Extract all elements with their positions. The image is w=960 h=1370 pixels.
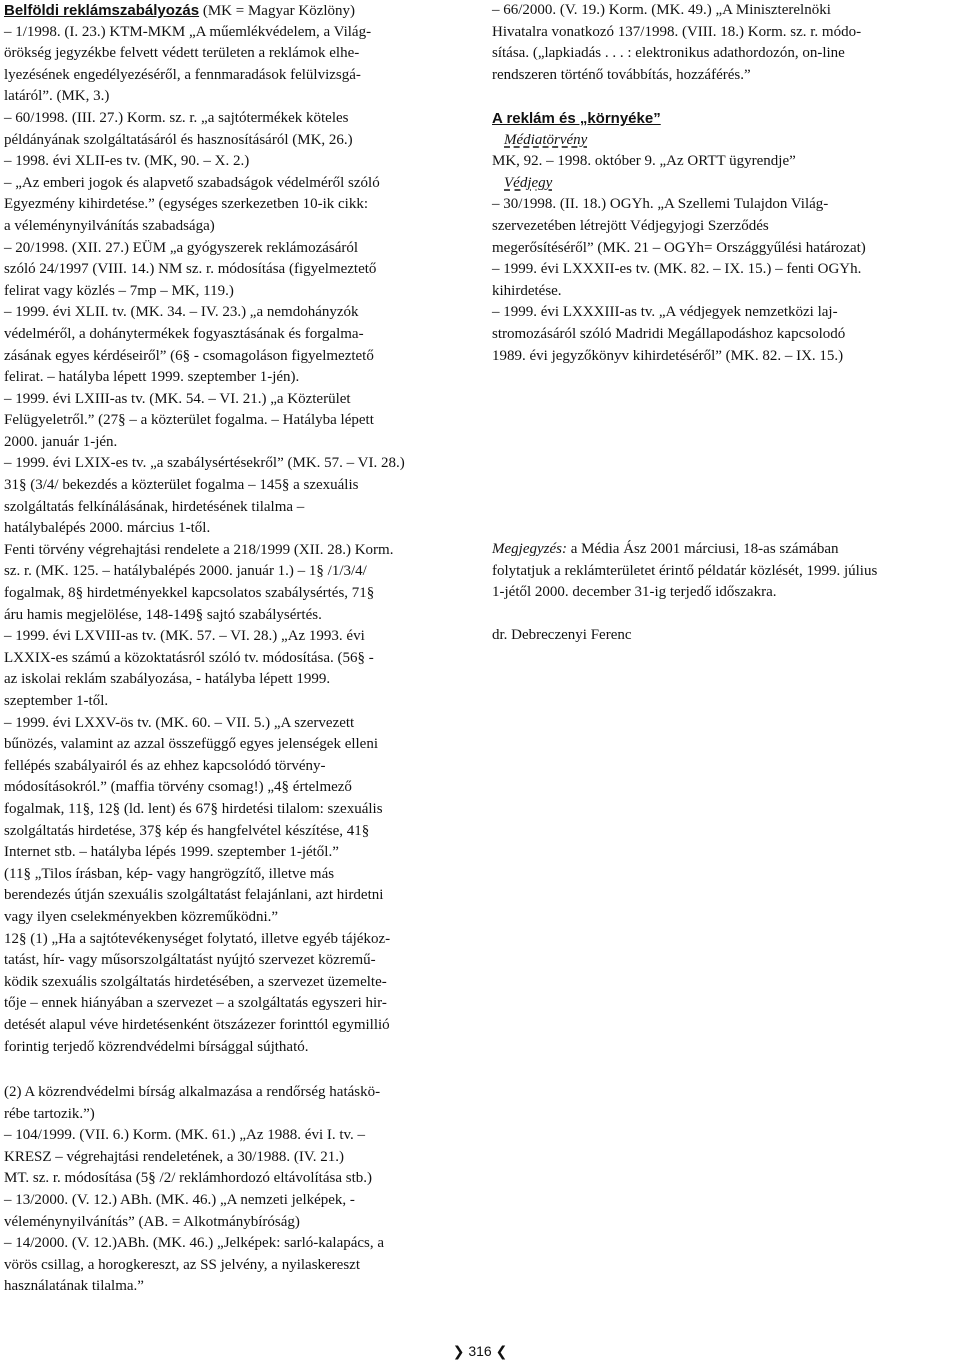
text-line: bűnözés, valamint az azzal összefüggő egyes jelenségek elleni bbox=[4, 736, 379, 753]
text-line: berendezés útján szexuális szolgáltatást felajánlani, azt hirdetni bbox=[4, 887, 384, 904]
vedjegy-subhead-text: Védjegy bbox=[504, 174, 553, 191]
text-line: fellépés szabályairól és az ehhez kapcsolódó törvény- bbox=[4, 757, 326, 774]
text-line: – 20/1998. (XII. 27.) EÜM „a gyógyszerek reklámozásáról bbox=[4, 239, 359, 256]
text-line: zásának egyes kérdéseiről” (6§ - csomagoláson figyelmeztető bbox=[4, 347, 374, 364]
page-number: 316 bbox=[468, 1343, 492, 1359]
right-top-lines bbox=[492, 0, 958, 86]
text-line: fogalmak, 11§, 12§ (ld. lent) és 67§ hirdetési tilalom: szexuális bbox=[4, 800, 383, 817]
text-line: – 1999. évi LXIX-es tv. „a szabálysértésekről” (MK. 57. – VI. 28.) bbox=[4, 455, 405, 472]
text-line: szolgáltatás felkínálásának, hirdetésének tilalma – bbox=[4, 498, 305, 515]
text-line: 2000. január 1-jén. bbox=[4, 433, 118, 450]
text-line: kihirdetése. bbox=[492, 282, 562, 299]
media-subhead bbox=[492, 130, 958, 152]
chevron-right-icon: ❯ bbox=[452, 1344, 465, 1360]
text-line: szeptember 1-től. bbox=[4, 693, 109, 709]
text-line: LXXIX-es számú a közoktatásról szóló tv. módosítása. (56§ - bbox=[4, 649, 374, 666]
note-label: Megjegyzés: bbox=[492, 541, 567, 558]
text-line: megerősítéséről” (MK. 21 – OGYh= Országgyűlési határozat) bbox=[492, 239, 866, 256]
author: dr. Debreczenyi Ferenc bbox=[492, 627, 632, 644]
section-heading bbox=[4, 0, 471, 22]
media-subhead-text: Médiatörvény bbox=[504, 131, 588, 148]
text-line: örökség jegyzékbe felvett védett területen a reklámok elhe- bbox=[4, 45, 360, 62]
text-line: rébe tartozik.”) bbox=[4, 1105, 95, 1122]
note-first-line bbox=[492, 539, 958, 561]
vedjegy-lines bbox=[492, 194, 958, 367]
text-line: ködik szexuális szolgáltatás hirdetésében, a szervezet üzemelte- bbox=[4, 973, 387, 990]
left-column bbox=[4, 0, 471, 1058]
text-line: használatának tilalma.” bbox=[4, 1278, 144, 1295]
text-line: latáról”. (MK, 3.) bbox=[4, 88, 110, 105]
text-line: – 1999. évi LXIII-as tv. (MK. 54. – VI. 21.) „a Közterület bbox=[4, 390, 351, 407]
vedjegy-subhead bbox=[492, 173, 958, 195]
text-line: KRESZ – végrehajtási rendeletének, a 30/1988. (IV. 21.) bbox=[4, 1148, 345, 1165]
text-line: Felügyeletről.” (27§ – a közterület fogalma. – Hatályba lépett bbox=[4, 412, 374, 429]
text-line: hatálybalépés 2000. március 1-től. bbox=[4, 520, 211, 537]
text-line: áru hamis megjelölése, 148-149§ sajtó szabálysértés. bbox=[4, 606, 322, 623]
text-line: szóló 24/1997 (VIII. 14.) NM sz. r. módosítása (figyelmeztető bbox=[4, 261, 377, 278]
heading-subtitle: (MK = Magyar Közlöny) bbox=[199, 3, 356, 19]
text-line: sítása. („lapkiadás . . . : elektronikus adathordozón, on-line bbox=[492, 45, 845, 62]
text-line: forintig terjedő közrendvédelmi bírsággal sújtható. bbox=[4, 1038, 309, 1055]
text-line: felirat. – hatályba lépett 1999. szeptember 1-jén). bbox=[4, 369, 300, 386]
right-column bbox=[492, 0, 958, 647]
text-line: – 1999. évi LXVIII-as tv. (MK. 57. – VI. 28.) „Az 1993. évi bbox=[4, 628, 365, 645]
text-line: – 104/1999. (VII. 6.) Korm. (MK. 61.) „Az 1988. évi I. tv. – bbox=[4, 1127, 366, 1144]
heading-title: Belföldi reklámszabályozás bbox=[4, 2, 200, 19]
text-line: detését alapul véve hirdetésenként ötszázezer forinttól egymillió bbox=[4, 1016, 390, 1033]
text-line: fogalmak, 8§ hirdetményekkel kapcsolatos szabálysértés, 71§ bbox=[4, 585, 375, 602]
text-line: – 1998. évi XLII-es tv. (MK, 90. – X. 2.) bbox=[4, 153, 250, 170]
text-line: véleménynyilvánítás” (AB. = Alkotmánybíróság) bbox=[4, 1213, 300, 1230]
reklam-section-title bbox=[492, 108, 958, 130]
text-line: Internet stb. – hatályba lépés 1999. szeptember 1-jétől.” bbox=[4, 844, 339, 861]
note-line: folytatjuk a reklámterületet érintő példatár közlését, 1999. július bbox=[492, 562, 878, 579]
text-line: – 1999. évi LXXXIII-as tv. „A védjegyek nemzetközi laj- bbox=[492, 304, 838, 321]
text-line: Fenti törvény végrehajtási rendelete a 218/1999 (XII. 28.) Korm. bbox=[4, 541, 394, 558]
text-line: tatást, hír- vagy műsorszolgáltatást nyújtó szervezet közremű- bbox=[4, 952, 376, 969]
text-line: szervezetében létrejött Védjegyjogi Szerződés bbox=[492, 217, 769, 234]
text-line: – 1999. évi LXXV-ös tv. (MK. 60. – VII. 5.) „A szervezett bbox=[4, 714, 355, 731]
text-line: védelméről, a dohánytermékek fogyasztásának és forgalma- bbox=[4, 325, 364, 342]
text-line: Egyezmény kihirdetése.” (egységes szerkezetben 10-ik cikk: bbox=[4, 196, 369, 213]
text-line: MT. sz. r. módosítása (5§ /2/ reklámhordozó eltávolítása stb.) bbox=[4, 1170, 372, 1187]
bottom-left-block bbox=[4, 1082, 471, 1298]
text-line: – „Az emberi jogok és alapvető szabadságok védelméről szóló bbox=[4, 174, 380, 191]
text-line: (2) A közrendvédelmi bírság alkalmazása a rendőrség hatáskö- bbox=[4, 1084, 381, 1100]
text-line: 31§ (3/4/ bekezdés a közterület fogalma – 145§ a szexuális bbox=[4, 477, 359, 494]
text-line: – 30/1998. (II. 18.) OGYh. „A Szellemi Tulajdon Világ- bbox=[492, 196, 829, 213]
text-line: 1989. évi jegyzőkönyv kihirdetéséről” (MK. 82. – IX. 15.) bbox=[492, 347, 844, 364]
text-line: (11§ „Tilos írásban, kép- vagy hangrögzítő, illetve más bbox=[4, 865, 335, 882]
text-line: tője – ennek hiányában a szervezet – a szolgáltatás egyszeri hir- bbox=[4, 995, 387, 1012]
text-line: sz. r. (MK. 125. – hatálybalépés 2000. január 1.) – 1§ /1/3/4/ bbox=[4, 563, 367, 580]
text-line: rendszeren történő továbbítás, hozzáférés.” bbox=[492, 66, 751, 83]
note-line: 1-jétől 2000. december 31-ig terjedő időszakra. bbox=[492, 584, 777, 601]
text-line: vagy ilyen cselekményekben közreműködni.” bbox=[4, 908, 279, 925]
text-line: – 1999. évi LXXXII-es tv. (MK. 82. – IX. 15.) – fenti OGYh. bbox=[492, 261, 862, 278]
text-line: – 1/1998. (I. 23.) KTM-MKM „A műemlékvédelem, a Világ- bbox=[4, 23, 372, 40]
bottom-text-lines bbox=[4, 1082, 471, 1298]
text-line: az iskolai reklám szabályozása, - hatályba lépett 1999. bbox=[4, 671, 331, 688]
text-line: felirat vagy közlés – 7mp – MK, 119.) bbox=[4, 282, 234, 299]
text-line: Hivatalra vonatkozó 137/1998. (VIII. 18.) Korm. sz. r. módo- bbox=[492, 23, 862, 40]
text-line: a véleménynyilvánítás szabadsága) bbox=[4, 217, 215, 234]
note-text-0: a Média Ász 2001 márciusi, 18-as számában bbox=[566, 541, 839, 558]
text-line: – 13/2000. (V. 12.) ABh. (MK. 46.) „A nemzeti jelképek, - bbox=[4, 1191, 355, 1208]
text-line: – 14/2000. (V. 12.)ABh. (MK. 46.) „Jelképek: sarló-kalapács, a bbox=[4, 1235, 385, 1252]
text-line: szolgáltatás hirdetése, 37§ kép és hangfelvétel készítése, 41§ bbox=[4, 822, 370, 839]
text-line: módosításokról.” (maffia törvény csomag!) „4§ értelmező bbox=[4, 779, 352, 796]
reklam-title-text: A reklám és „környéke” bbox=[492, 109, 661, 127]
text-line: lyezésének engedélyezéséről, a fennmaradások felülvizsgá- bbox=[4, 66, 361, 83]
text-line: – 66/2000. (V. 19.) Korm. (MK. 49.) „A Miniszterelnöki bbox=[492, 2, 831, 18]
left-text-lines bbox=[4, 22, 471, 1059]
text-line: – 60/1998. (III. 27.) Korm. sz. r. „a sajtótermékek köteles bbox=[4, 109, 349, 126]
text-line: vörös csillag, a horogkereszt, az SS jelvény, a nyilaskereszt bbox=[4, 1256, 361, 1273]
text-line: – 1999. évi XLII. tv. (MK. 34. – IV. 23.) „a nemdohányzók bbox=[4, 304, 359, 321]
media-line: MK, 92. – 1998. október 9. „Az ORTT ügyrendje” bbox=[492, 153, 796, 170]
text-line: 12§ (1) „Ha a sajtótevékenységet folytató, illetve egyéb tájékoz- bbox=[4, 930, 391, 947]
chevron-left-icon: ❮ bbox=[495, 1344, 508, 1360]
page-number-footer bbox=[0, 1343, 960, 1360]
text-line: példányának szolgáltatásáról és hasznosításáról (MK, 26.) bbox=[4, 131, 353, 148]
text-line: stromozásáról szóló Madridi Megállapodáshoz kapcsolodó bbox=[492, 325, 846, 342]
